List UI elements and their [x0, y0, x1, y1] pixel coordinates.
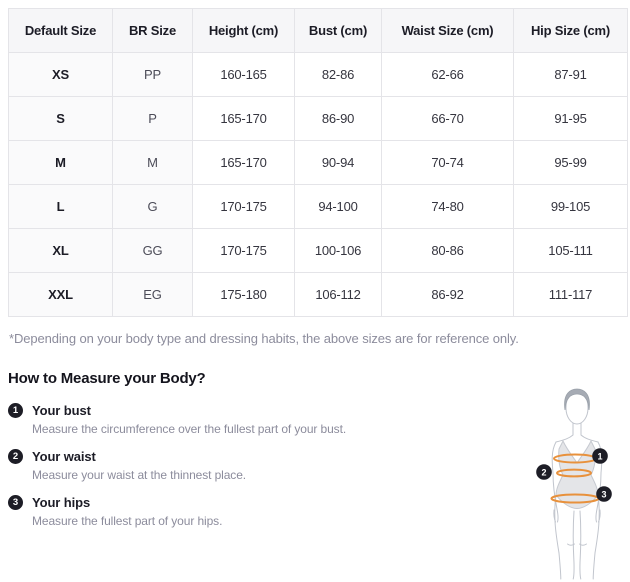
- cell-height: 175-180: [193, 273, 295, 317]
- col-header-bust: Bust (cm): [295, 9, 382, 53]
- cell-bust: 106-112: [295, 273, 382, 317]
- cell-waist: 74-80: [382, 185, 514, 229]
- cell-bust: 90-94: [295, 141, 382, 185]
- cell-size: L: [9, 185, 113, 229]
- cell-hip: 111-117: [514, 273, 628, 317]
- body-measurement-figure: [525, 383, 630, 582]
- cell-height: 165-170: [193, 141, 295, 185]
- col-header-default-size: Default Size: [9, 9, 113, 53]
- cell-waist: 80-86: [382, 229, 514, 273]
- size-disclaimer-note: *Depending on your body type and dressing habits, the above sizes are for reference only.: [9, 331, 519, 346]
- cell-bust: 82-86: [295, 53, 382, 97]
- cell-hip: 91-95: [514, 97, 628, 141]
- cell-br-size: PP: [113, 53, 193, 97]
- cell-bust: 94-100: [295, 185, 382, 229]
- cell-height: 170-175: [193, 229, 295, 273]
- col-header-waist: Waist Size (cm): [382, 9, 514, 53]
- cell-waist: 66-70: [382, 97, 514, 141]
- cell-waist: 70-74: [382, 141, 514, 185]
- col-header-height: Height (cm): [193, 9, 295, 53]
- cell-height: 165-170: [193, 97, 295, 141]
- cell-bust: 100-106: [295, 229, 382, 273]
- figure-badge-2: [536, 464, 552, 480]
- step-1-badge: 1: [8, 403, 23, 418]
- table-row-s: [9, 97, 628, 141]
- cell-size: XS: [9, 53, 113, 97]
- measure-item-description: Measure the circumference over the fullest part of your bust.: [32, 422, 347, 436]
- col-header-br-size: BR Size: [113, 9, 193, 53]
- col-header-hip: Hip Size (cm): [514, 9, 628, 53]
- cell-br-size: P: [113, 97, 193, 141]
- cell-br-size: G: [113, 185, 193, 229]
- figure-badge-1: [592, 448, 608, 464]
- measure-item-title: Your bust: [32, 403, 91, 418]
- svg-text:3: 3: [601, 489, 607, 500]
- cell-br-size: GG: [113, 229, 193, 273]
- figure-badge-3: [596, 486, 612, 502]
- body-figure-illustration: [525, 383, 630, 582]
- cell-br-size: M: [113, 141, 193, 185]
- table-row-xs: [9, 53, 628, 97]
- cell-size: M: [9, 141, 113, 185]
- cell-height: 170-175: [193, 185, 295, 229]
- cell-hip: 87-91: [514, 53, 628, 97]
- cell-waist: 62-66: [382, 53, 514, 97]
- cell-size: XXL: [9, 273, 113, 317]
- cell-waist: 86-92: [382, 273, 514, 317]
- cell-hip: 99-105: [514, 185, 628, 229]
- table-row-l: [9, 185, 628, 229]
- step-2-badge: 2: [8, 449, 23, 464]
- size-chart-table: [8, 8, 628, 317]
- table-row-m: [9, 141, 628, 185]
- table-header-row: [9, 9, 628, 53]
- cell-height: 160-165: [193, 53, 295, 97]
- cell-br-size: EG: [113, 273, 193, 317]
- measure-item-title: Your hips: [32, 495, 91, 510]
- table-row-xl: [9, 229, 628, 273]
- step-3-badge: 3: [8, 495, 23, 510]
- table-row-xxl: [9, 273, 628, 317]
- how-to-measure-heading: How to Measure your Body?: [8, 370, 206, 387]
- cell-hip: 95-99: [514, 141, 628, 185]
- cell-size: S: [9, 97, 113, 141]
- cell-bust: 86-90: [295, 97, 382, 141]
- measure-item-description: Measure the fullest part of your hips.: [32, 514, 223, 528]
- svg-text:1: 1: [597, 451, 603, 462]
- measure-item-description: Measure your waist at the thinnest place.: [32, 468, 247, 482]
- svg-text:2: 2: [541, 467, 547, 478]
- measure-item-title: Your waist: [32, 449, 96, 464]
- cell-size: XL: [9, 229, 113, 273]
- cell-hip: 105-111: [514, 229, 628, 273]
